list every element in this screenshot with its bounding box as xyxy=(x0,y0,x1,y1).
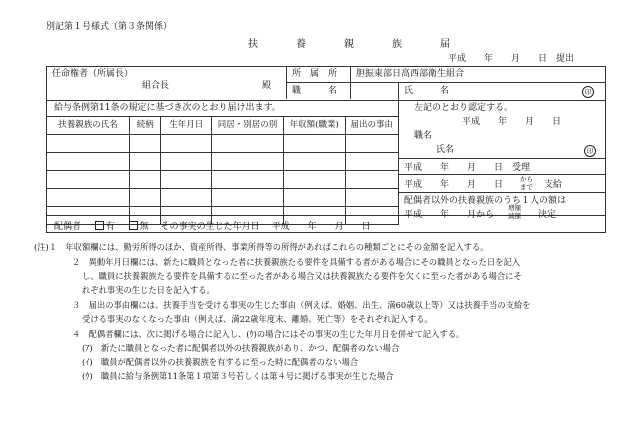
name-label: 氏 名 xyxy=(404,86,450,96)
cell[interactable] xyxy=(161,135,212,153)
cell[interactable] xyxy=(161,189,212,207)
spouse-yes-checkbox[interactable] xyxy=(95,221,104,230)
approval-date: 平成 年 月 日 xyxy=(462,117,562,127)
document-title: 扶 養 親 族 届 xyxy=(248,39,464,50)
employer-label: 任命権者（所属長） xyxy=(52,69,134,79)
table-row xyxy=(47,135,399,153)
table-header-row xyxy=(47,117,399,135)
col-relation: 続柄 xyxy=(130,117,161,135)
approval-seal: 印 xyxy=(584,145,596,157)
cell[interactable] xyxy=(47,171,130,189)
employer-name: 組合長 xyxy=(142,81,170,91)
dependents-question: 配偶者以外の扶養親族のうち１人の額は xyxy=(404,196,567,206)
note-4b: (ｲ) 職員が配偶者以外の扶養親族を有するに至った時に配偶者のない場合 xyxy=(82,357,359,367)
payment-to: まで xyxy=(520,183,533,191)
cell[interactable] xyxy=(345,171,399,189)
form-id: 別記第１号様式（第３条関係） xyxy=(46,22,173,32)
honorific: 殿 xyxy=(262,81,272,91)
note-2-cont1: し、職員に扶養親族たる要件を具備するに至った者がある場合又は扶養親族たる要件を欠くに至った者がある場合にそ xyxy=(82,271,522,281)
col-income: 年収額(職業) xyxy=(283,117,345,135)
applicant-seal: 印 xyxy=(582,86,594,98)
col-name: 扶養親族の氏名 xyxy=(47,117,130,135)
payment-left: 平成 年 月 日 xyxy=(404,180,504,190)
table-row xyxy=(47,171,399,189)
spouse-line xyxy=(54,221,371,232)
table-row xyxy=(47,153,399,171)
payment-right: 支給 xyxy=(544,180,563,190)
col-birth: 生年月日 xyxy=(161,117,212,135)
cell[interactable] xyxy=(345,153,399,171)
affiliation-value: 胆振東部日高西部衛生組合 xyxy=(356,69,465,79)
spouse-no-label: 無 xyxy=(139,222,149,232)
approval-position-label: 職名 xyxy=(414,131,433,141)
decision-left: 平成 年 月から xyxy=(404,210,495,220)
cell[interactable] xyxy=(130,135,161,153)
decision-right: 決定 xyxy=(538,210,557,220)
spouse-divider xyxy=(46,215,605,216)
dependents-table xyxy=(46,116,399,225)
position-label: 職 名 xyxy=(292,86,338,96)
cell[interactable] xyxy=(212,153,284,171)
spouse-no-checkbox[interactable] xyxy=(129,221,138,230)
cell[interactable] xyxy=(283,189,345,207)
receipt-divider xyxy=(398,158,605,159)
approval-name-label: 氏名 xyxy=(436,145,455,155)
applicant-divider-h xyxy=(286,82,605,83)
cell[interactable] xyxy=(130,189,161,207)
decision-divider xyxy=(398,192,605,193)
cell[interactable] xyxy=(47,189,130,207)
change-up: 増額 xyxy=(508,204,521,212)
cell[interactable] xyxy=(283,171,345,189)
affiliation-split xyxy=(350,66,351,83)
col-residence: 同居・別居の別 xyxy=(212,117,284,135)
spouse-event-date: 平成 年 月 日 xyxy=(271,222,371,232)
note-2: ２ 異動年月日欄には、新たに職員となった者に扶養親族たる要件を具備する者がある場合にその職員となった日を記入 xyxy=(72,257,521,267)
affiliation-label: 所 属 所 xyxy=(292,69,338,79)
cell[interactable] xyxy=(161,171,212,189)
cell[interactable] xyxy=(161,153,212,171)
payment-from: から xyxy=(520,175,533,183)
cell[interactable] xyxy=(47,153,130,171)
name-split xyxy=(398,82,399,99)
note-1: (注)１ 年収額欄には、勤労所得のほか、資産所得、事業所得等の所得があればこれらの種類ごとにその金額を記入する。 xyxy=(34,242,489,252)
cell[interactable] xyxy=(345,189,399,207)
cell[interactable] xyxy=(212,171,284,189)
submission-date: 平成 年 月 日 提出 xyxy=(448,54,575,64)
cell[interactable] xyxy=(283,153,345,171)
approval-text: 左記のとおり認定する。 xyxy=(414,103,514,113)
cell[interactable] xyxy=(47,135,130,153)
note-3: ３ 届出の事由欄には、扶養手当を受ける事実の生じた事由（例えば、婚姻、出生、満60歳以上等）又は扶養手当の支給を xyxy=(72,300,531,310)
cell[interactable] xyxy=(130,153,161,171)
change-down: 減額 xyxy=(508,212,521,220)
spouse-label: 配偶者 xyxy=(54,222,82,232)
receipt-line: 平成 年 月 日 受理 xyxy=(404,163,531,173)
spouse-yes-label: 有 xyxy=(105,222,115,232)
cell[interactable] xyxy=(212,135,284,153)
note-2-cont2: れぞれ事実の生じた日を記入する。 xyxy=(82,285,215,295)
cell[interactable] xyxy=(130,171,161,189)
note-4: ４ 配偶者欄には、次に掲げる場合に記入し、(ｳ)の場合にはその事実の生じた年月日を併せて記入する。 xyxy=(72,329,465,339)
report-intro: 給与条例第11条の規定に基づき次のとおり届け出ます。 xyxy=(54,103,281,113)
note-3-cont: 受ける事実のなくなった事由（例えば、満22歳年度末、離婚、死亡等）をそれぞれ記入する。 xyxy=(82,314,433,324)
col-reason: 届出の事由 xyxy=(345,117,399,135)
note-4a: (ｱ) 新たに職員となった者に配偶者以外の扶養親族があり、かつ、配偶者のない場合 xyxy=(82,343,400,353)
table-row xyxy=(47,189,399,207)
cell[interactable] xyxy=(345,135,399,153)
cell[interactable] xyxy=(283,135,345,153)
spouse-event-label: その事実の生じた年月日 xyxy=(160,222,260,232)
position-split xyxy=(350,82,351,99)
cell[interactable] xyxy=(212,189,284,207)
payment-divider xyxy=(398,174,605,175)
note-4c: (ｳ) 職員に給与条例第11条第１項第３号若しくは第４号に掲げる事実が生じた場合 xyxy=(82,371,394,381)
